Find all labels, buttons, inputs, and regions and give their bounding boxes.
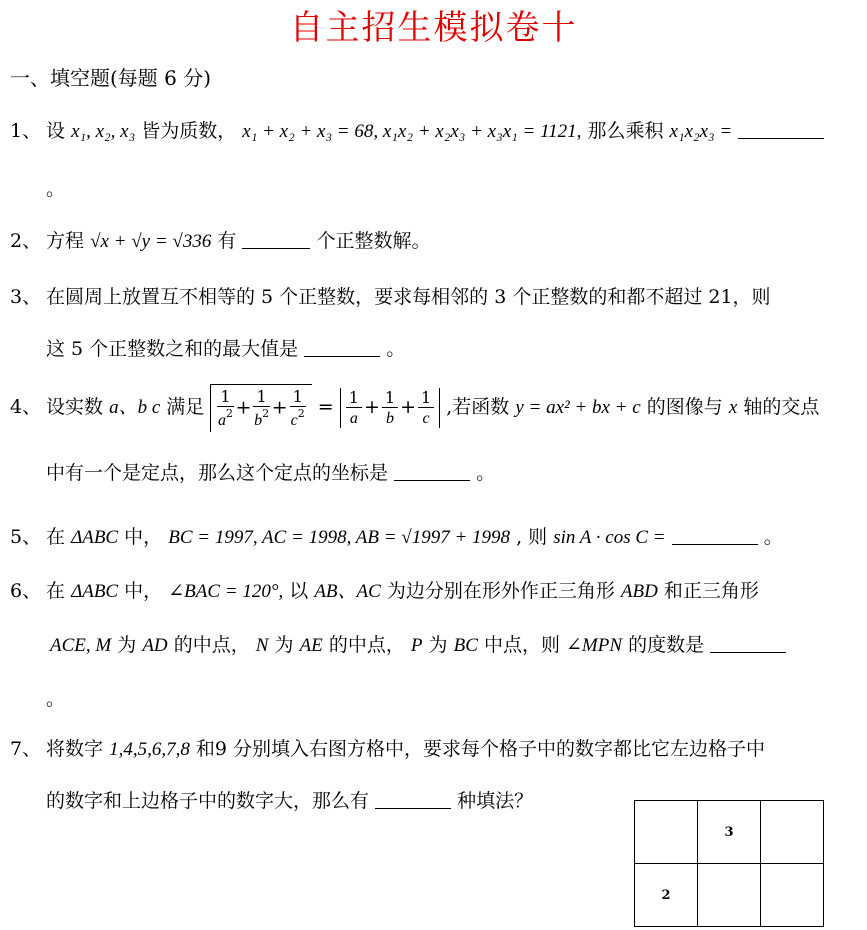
answer-blank[interactable] bbox=[375, 790, 451, 809]
grid-cell[interactable]: 3 bbox=[697, 800, 761, 864]
answer-blank[interactable] bbox=[710, 634, 786, 653]
section-heading: 一、填空题(每题 6 分) bbox=[10, 66, 212, 90]
answer-blank[interactable] bbox=[738, 120, 824, 139]
question-7: 7、 将数字 1,4,5,6,7,8 和9 分别填入右图方格中，要求每个格子中的数字都比它左边格子中 bbox=[10, 738, 765, 760]
question-3-line2: 这 5 个正整数之和的最大值是 。 bbox=[46, 338, 406, 360]
question-7-line2: 的数字和上边格子中的数字大，那么有 种填法？ bbox=[46, 790, 534, 812]
number-grid bbox=[634, 800, 826, 928]
question-6: 6、 在 ΔABC 中， ∠BAC = 120°, 以 AB、AC 为边分别在形外作正三角形 ABD 和正三角形 bbox=[10, 580, 759, 602]
question-4: 4、 设实数 a、b c 满足 $\frac{1}{a^2}$ + $\frac{1}{b^2}$ + $\frac{1}{c^2}$ = $\frac{1}{a}$ + $\frac{1}{b}$ + $\frac{1}{c}$ ,若函数 y = ax² + bx + c 的图像与 x 轴的交点 bbox=[10, 384, 819, 432]
sqrt-expression: $\frac{1}{a^2}$ + $\frac{1}{b^2}$ + $\frac{1}{c^2}$ bbox=[210, 384, 311, 432]
question-6-line2: ACE, M 为 AD 的中点， N 为 AE 的中点， P 为 BC 中点，则 ∠MPN 的度数是 bbox=[50, 630, 786, 657]
page-title: 自主招生模拟卷十 bbox=[289, 8, 578, 48]
question-5: 5、 在 ΔABC 中， BC = 1997, AC = 1998, AB = √1997 + 1998 , 则 sin A · cos C = 。 bbox=[10, 526, 783, 548]
answer-blank[interactable] bbox=[672, 526, 758, 545]
grid-cell[interactable] bbox=[760, 800, 824, 864]
grid-cell[interactable] bbox=[697, 863, 761, 927]
q6-end: 。 bbox=[46, 688, 66, 710]
grid-cell[interactable] bbox=[634, 800, 698, 864]
grid-cell[interactable] bbox=[760, 863, 824, 927]
answer-blank[interactable] bbox=[304, 338, 380, 357]
question-1: 1、 设 x₁, x₂, x₃ 皆为质数， x₁ + x₂ + x₃ = 68, x₁x₂ + x₂x₃ + x₃x₁ = 1121, 那么乘积 x₁x₂x₃ = bbox=[10, 116, 824, 143]
question-2: 2、 方程 √x + √y = √336 有 个正整数解。 bbox=[10, 230, 431, 252]
answer-blank[interactable] bbox=[394, 462, 470, 481]
answer-blank[interactable] bbox=[242, 230, 310, 249]
grid-cell[interactable]: 2 bbox=[634, 863, 698, 927]
question-4-line2: 中有一个是定点，那么这个定点的坐标是 。 bbox=[46, 462, 496, 484]
question-3: 3、 在圆周上放置互不相等的 5 个正整数，要求每相邻的 3 个正整数的和都不超过 21，则 bbox=[10, 286, 771, 308]
q1-end: 。 bbox=[46, 178, 66, 200]
abs-expression: $\frac{1}{a}$ + $\frac{1}{b}$ + $\frac{1}{c}$ bbox=[340, 388, 440, 428]
